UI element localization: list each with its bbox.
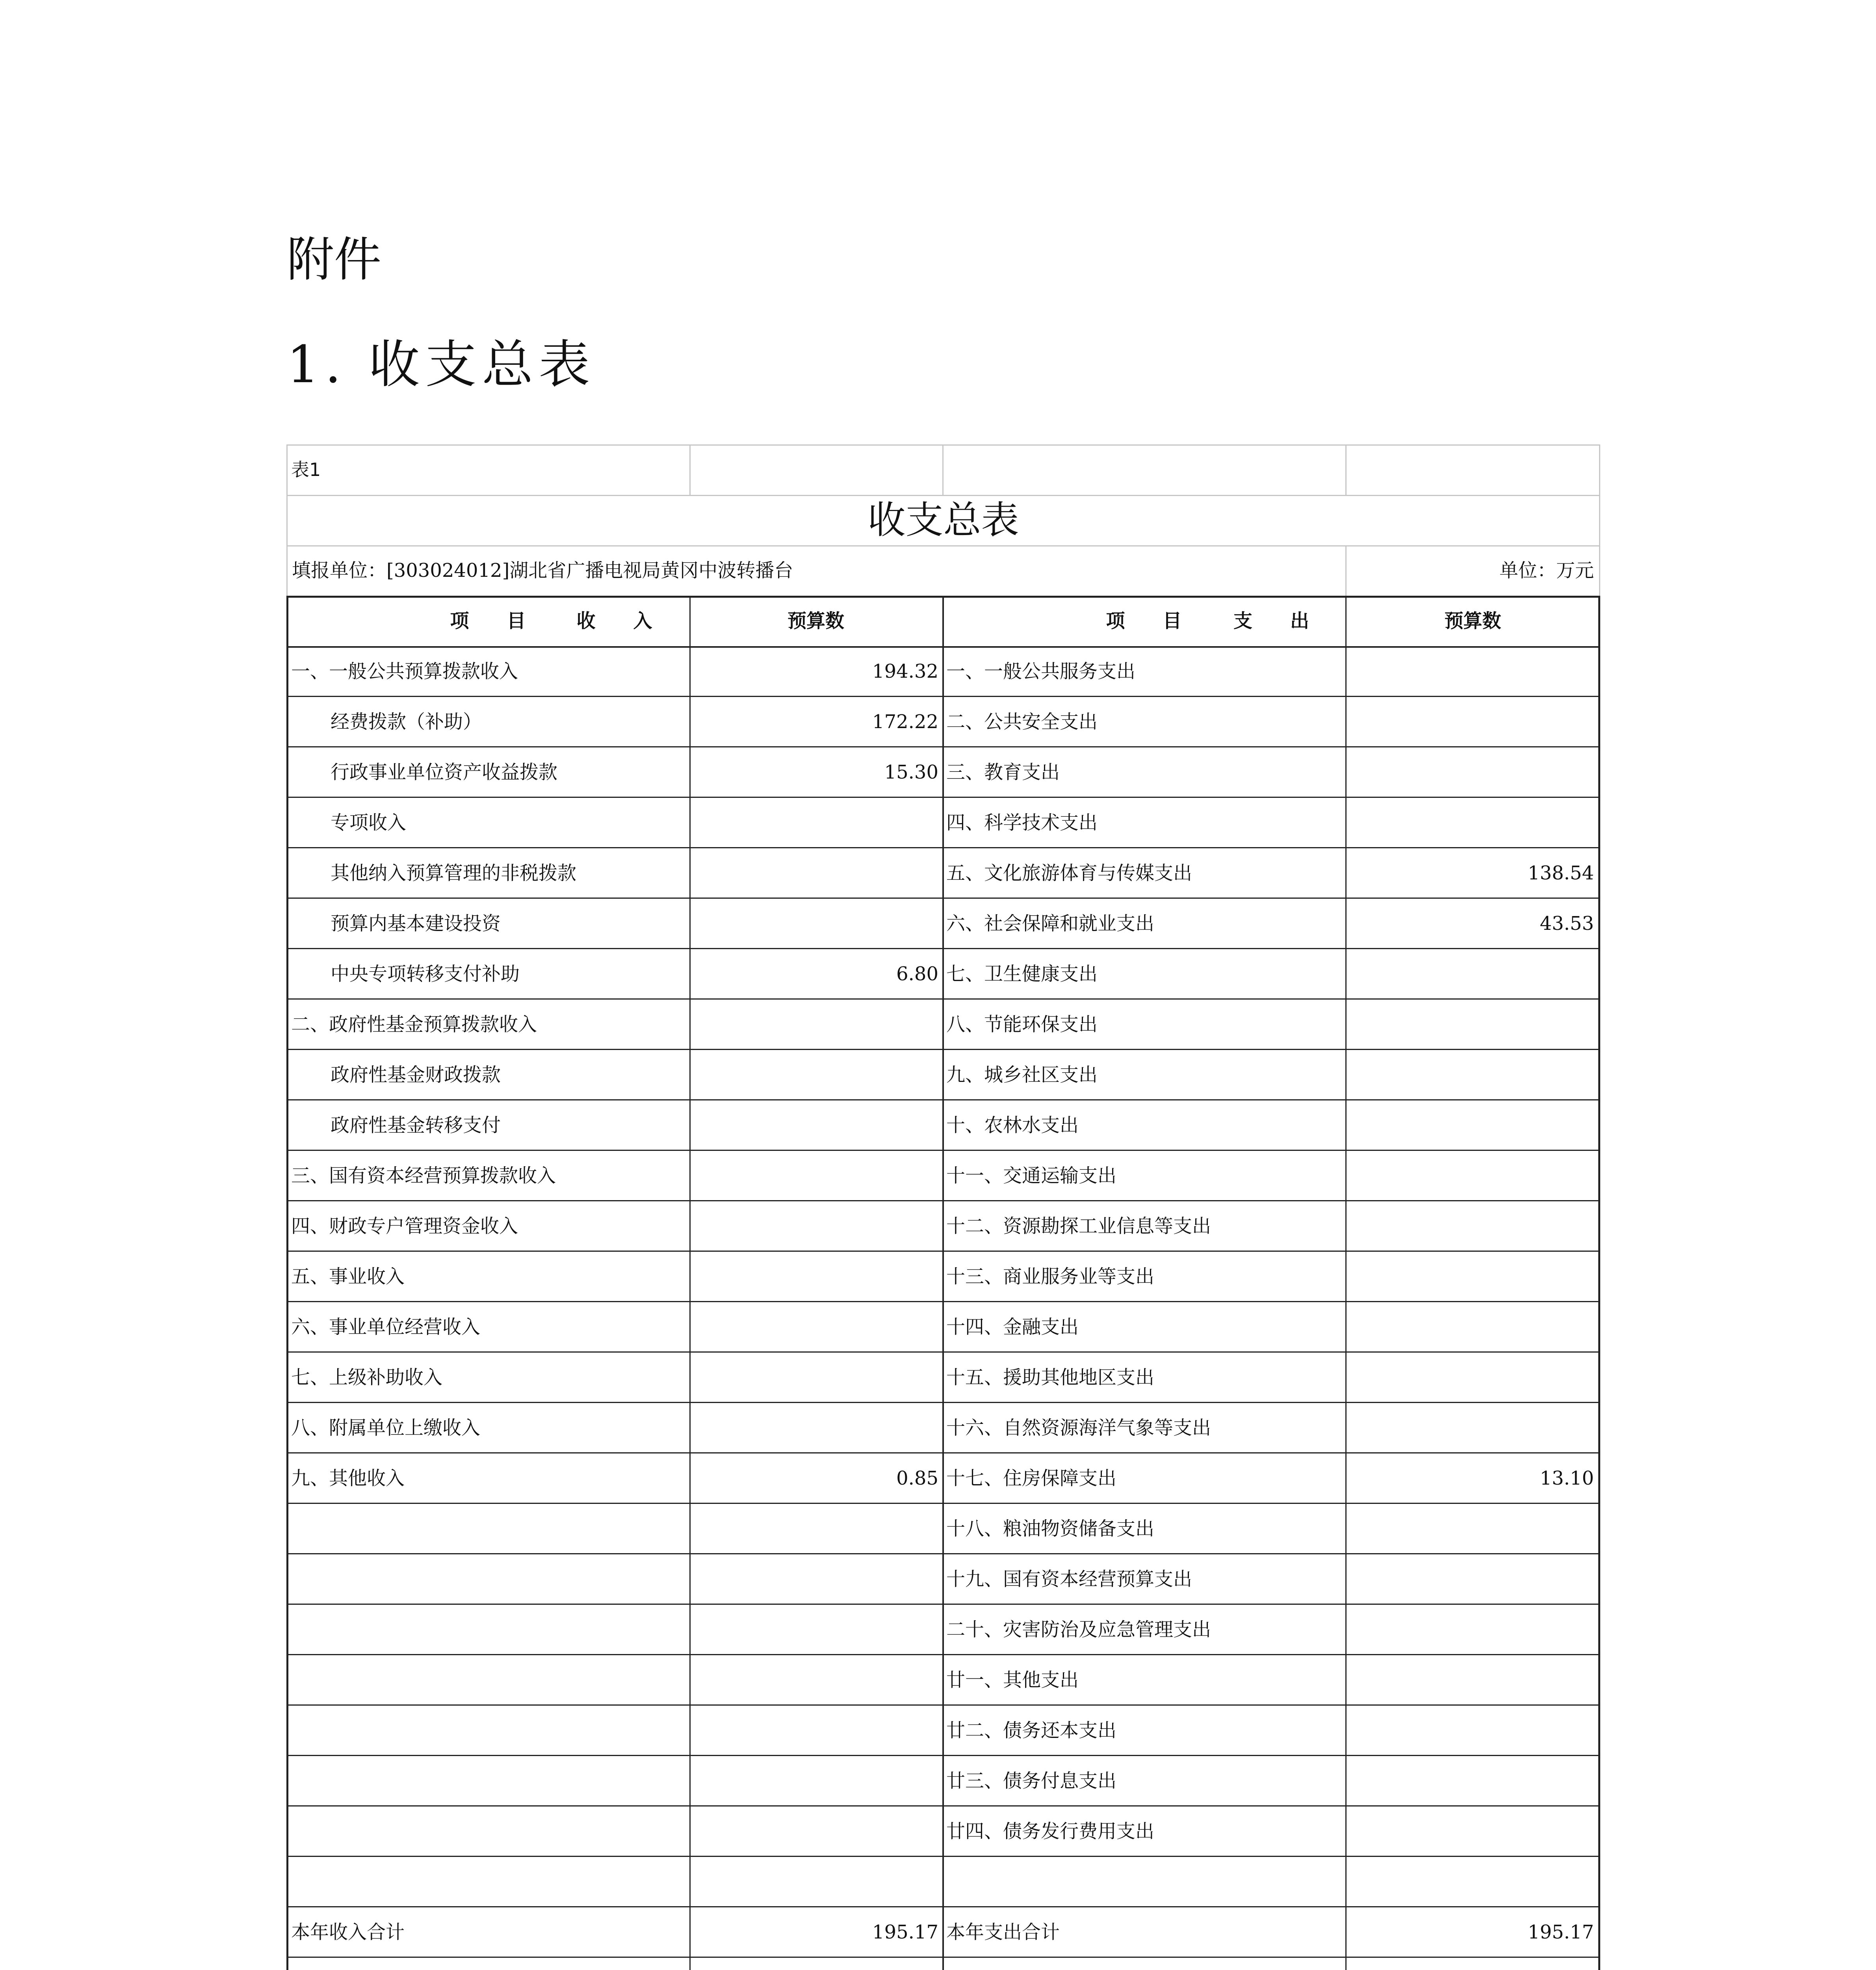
expense-value: [1345, 1150, 1600, 1201]
expense-item: 十三、商业服务业等支出: [946, 1266, 1155, 1288]
income-value: [689, 1100, 942, 1150]
expense-item: 六、社会保障和就业支出: [946, 913, 1155, 935]
expense-value: 13.10: [1540, 1467, 1594, 1489]
income-item: 本年收入合计: [291, 1921, 405, 1943]
expense-value: [1345, 747, 1600, 797]
expense-value: [1345, 1352, 1600, 1403]
income-value: [689, 1201, 942, 1251]
expense-value: 138.54: [1528, 862, 1594, 884]
expense-item: 廿三、债务付息支出: [946, 1770, 1117, 1792]
expense-value: [1345, 1201, 1600, 1251]
expense-value: [1345, 1554, 1600, 1604]
expense-item: 一、一般公共服务支出: [946, 660, 1136, 682]
expense-item: 十四、金融支出: [946, 1316, 1079, 1338]
expense-item: [942, 1857, 1345, 1907]
expense-value: [1345, 1806, 1600, 1857]
expense-item: 四、科学技术支出: [946, 812, 1098, 834]
income-item: 一、一般公共预算拨款收入: [291, 660, 518, 682]
income-item: 其他纳入预算管理的非税拨款: [331, 862, 577, 884]
light-grid-line: [1345, 444, 1347, 495]
expense-value: [1345, 1604, 1600, 1655]
income-value: [689, 1150, 942, 1201]
income-value: [689, 1806, 942, 1857]
currency-unit: 单位：万元: [1499, 559, 1594, 582]
income-value: [689, 1403, 942, 1453]
expense-item: 十六、自然资源海洋气象等支出: [946, 1417, 1211, 1439]
income-item: 政府性基金财政拨款: [331, 1064, 501, 1086]
expense-item: 十、农林水支出: [946, 1114, 1079, 1136]
income-item: 经费拨款（补助）: [331, 711, 482, 733]
expense-value: [1345, 1100, 1600, 1150]
income-value: [689, 848, 942, 898]
expense-value: [1345, 1957, 1600, 1970]
expense-item: 十七、住房保障支出: [946, 1467, 1117, 1489]
expense-item: 本年支出合计: [946, 1921, 1060, 1943]
table-number: 表1: [291, 459, 321, 480]
income-header: 收 入: [576, 610, 652, 632]
income-item: [286, 1604, 689, 1655]
income-item: [286, 1554, 689, 1604]
expense-value: [1345, 1251, 1600, 1302]
income-value: [689, 1302, 942, 1352]
expense-item: 七、卫生健康支出: [946, 963, 1098, 985]
income-item: [286, 1705, 689, 1756]
income-item: [286, 1957, 689, 1970]
expense-item: 二、公共安全支出: [946, 711, 1098, 733]
expense-item: 十一、交通运输支出: [946, 1165, 1117, 1187]
expense-value: [1345, 1655, 1600, 1705]
expense-item: 二十、灾害防治及应急管理支出: [946, 1619, 1211, 1641]
income-value: [689, 1352, 942, 1403]
income-item: [286, 1857, 689, 1907]
expense-item: 廿二、债务还本支出: [946, 1719, 1117, 1741]
income-item: [286, 1655, 689, 1705]
income-item: 三、国有资本经营预算拨款收入: [291, 1165, 556, 1187]
expense-value: [1345, 646, 1600, 697]
income-item: 七、上级补助收入: [291, 1366, 443, 1388]
expense-item: 九、城乡社区支出: [946, 1064, 1098, 1086]
expense-value: [1345, 797, 1600, 848]
expense-value: [1345, 1302, 1600, 1352]
income-value: [689, 1504, 942, 1554]
expense-item: 五、文化旅游体育与传媒支出: [946, 862, 1192, 884]
income-value: 15.30: [884, 761, 938, 783]
expense-value: [1345, 697, 1600, 747]
income-value: 194.32: [872, 660, 938, 682]
income-value: [689, 1251, 942, 1302]
income-value: [689, 1705, 942, 1756]
reporting-unit: 填报单位：[303024012]湖北省广播电视局黄冈中波转播台: [292, 559, 793, 582]
expense-item: 十九、国有资本经营预算支出: [946, 1568, 1192, 1590]
expense-item: 十五、援助其他地区支出: [946, 1366, 1155, 1388]
expense-value: [1345, 1504, 1600, 1554]
income-item: 专项收入: [331, 812, 407, 834]
income-value: 6.80: [896, 963, 938, 985]
income-item: 二、政府性基金预算拨款收入: [291, 1013, 537, 1035]
expense-value: [1345, 1756, 1600, 1806]
income-item-col: 项 目: [450, 610, 526, 632]
income-item: [286, 1756, 689, 1806]
income-value: [689, 1957, 942, 1970]
expense-header: 支 出: [1233, 610, 1309, 632]
income-item: 六、事业单位经营收入: [291, 1316, 481, 1338]
income-item: [286, 1806, 689, 1857]
income-budget-col: 预算数: [787, 610, 844, 632]
expense-value: [1345, 949, 1600, 999]
expense-item: 廿四、债务发行费用支出: [946, 1820, 1155, 1842]
expense-item: 三、教育支出: [946, 761, 1060, 783]
income-item: 行政事业单位资产收益拨款: [331, 761, 558, 783]
income-expense-sheet: [286, 444, 1600, 1970]
income-value: 195.17: [872, 1921, 938, 1943]
expense-item-col: 项 目: [1106, 610, 1182, 632]
expense-value: [1345, 1705, 1600, 1756]
income-item: 五、事业收入: [291, 1266, 405, 1288]
income-value: [689, 898, 942, 949]
income-item: 政府性基金转移支付: [331, 1114, 501, 1136]
income-value: [689, 1857, 942, 1907]
income-value: [689, 797, 942, 848]
income-value: 172.22: [872, 711, 938, 733]
income-item: 预算内基本建设投资: [331, 913, 501, 935]
light-grid-line: [689, 444, 691, 495]
expense-item: [942, 1957, 1345, 1970]
sheet-title: 收支总表: [867, 498, 1019, 542]
income-value: [689, 1554, 942, 1604]
income-item: 中央专项转移支付补助: [331, 963, 520, 985]
expense-item: 十八、粮油物资储备支出: [946, 1518, 1155, 1540]
expense-item: 八、节能环保支出: [946, 1013, 1098, 1035]
section-heading: 1. 收支总表: [287, 335, 596, 394]
expense-value: [1345, 999, 1600, 1050]
income-value: 0.85: [896, 1467, 938, 1489]
expense-value: 43.53: [1540, 913, 1594, 935]
income-item: 四、财政专户管理资金收入: [291, 1215, 518, 1237]
income-value: [689, 999, 942, 1050]
income-item: 八、附属单位上缴收入: [291, 1417, 481, 1439]
expense-value: [1345, 1857, 1600, 1907]
income-value: [689, 1050, 942, 1100]
light-grid-line: [942, 444, 944, 495]
income-item: [286, 1504, 689, 1554]
income-value: [689, 1604, 942, 1655]
expense-budget-col: 预算数: [1444, 610, 1501, 632]
income-value: [689, 1655, 942, 1705]
income-item: 九、其他收入: [291, 1467, 405, 1489]
attachment-label: 附件: [287, 232, 381, 287]
expense-value: 195.17: [1528, 1921, 1594, 1943]
expense-value: [1345, 1050, 1600, 1100]
expense-value: [1345, 1403, 1600, 1453]
income-value: [689, 1756, 942, 1806]
expense-item: 廿一、其他支出: [946, 1669, 1079, 1691]
expense-item: 十二、资源勘探工业信息等支出: [946, 1215, 1211, 1237]
